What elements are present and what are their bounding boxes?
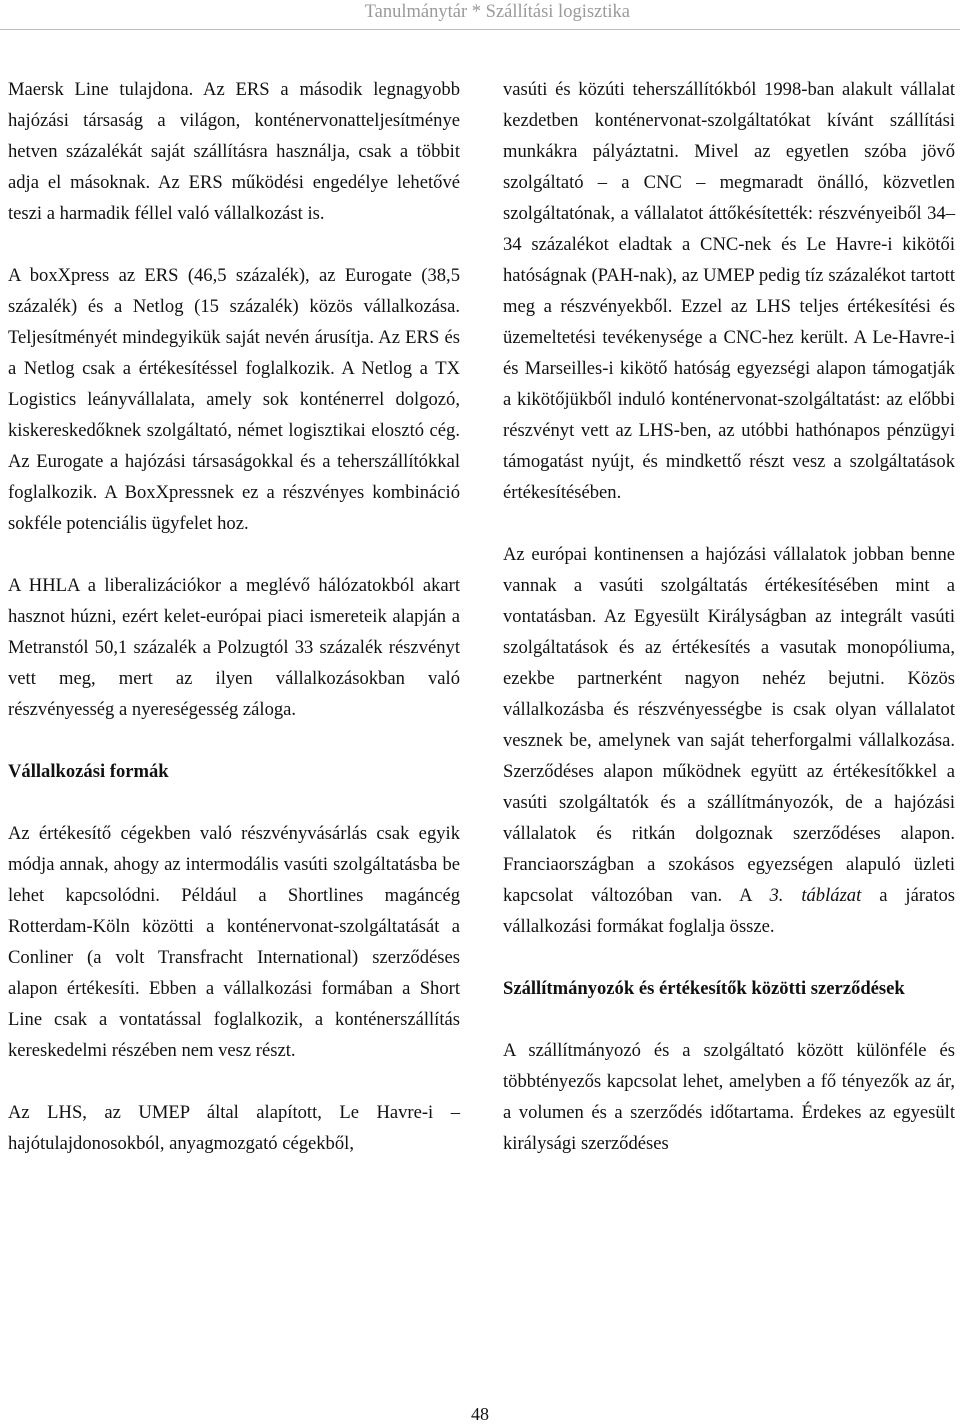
page-header: [0, 0, 960, 30]
left-paragraph-4: Az értékesítő cégekben való részvényvásárlás csak egyik módja annak, ahogy az intermodális vasúti szolgáltatásba be lehet kapcsolódni. Például a Shortlines magáncég Rotterdam-Köln közötti a konténervonat-szolgáltatását a Conliner (a volt Transfracht International) szerződéses alapon értékesíti. Ebben a vállalkozási formában a Short Line csak a vontatással foglalkozik, a konténerszállítás kereskedelmi részében nem vesz részt.: [8, 823, 460, 1061]
left-paragraph-3: A HHLA a liberalizációkor a meglévő hálózatokból akart hasznot húzni, ezért kelet-európai piaci ismereteik alapján a Metranstól 50,1 százalék a Polzugtól 33 százalék részvényt vett meg, mert az ilyen vállalkozásokban való részvényesség a nyereségesség záloga.: [8, 575, 460, 720]
table-reference: 3. táblázat: [769, 885, 862, 906]
section-heading-szerzodesek: Szállítmányozók és értékesítők közötti szerződések: [503, 978, 905, 999]
header-title: Tanulmánytár * Szállítási logisztika: [364, 2, 630, 22]
right-paragraph-2-part-b: a járatos vállalkozási formákat foglalja össze.: [503, 885, 955, 937]
right-paragraph-2-part-a: Az európai kontinensen a hajózási vállalatok jobban benne vannak a vasúti szolgáltatás értékesítésében mint a vontatásban. Az Egyesült Királyságban az integrált vasúti szolgáltatások és az értékesítés a vasutak monopóliuma, ezekbe partnerként nagyon nehéz bejutni. Közös vállalkozásba és részvényességbe is csak olyan vállalatot vesznek be, amelynek van saját teherforgalmi vállalkozása. Szerződéses alapon működnek együtt az értékesítőkkel a vasúti szolgáltatók és a szállítmányozók, de a hajózási vállalatok és ritkán dolgoznak szerződéses alapon. Franciaországban a szokásos egyezségen alapuló üzleti kapcsolat változóban van. A: [503, 544, 955, 906]
left-column: [8, 74, 460, 1159]
right-paragraph-3: A szállítmányozó és a szolgáltató között különféle és többtényezős kapcsolat lehet, amelyben a fő tényezők az ár, a volumen és a szerződés időtartama. Érdekes az egyesült királysági szerződéses: [503, 1040, 955, 1154]
right-paragraph-1: vasúti és közúti teherszállítókból 1998-ban alakult vállalat kezdetben konténervonat-szolgáltatókat kívánt szállítási munkákra pályáztatni. Mivel az egyetlen szóba jövő szolgáltató – a CNC – megmaradt önálló, közvetlen szolgáltatónak, a vállalatot áttőkésítették: részvényeiből 34–34 százalékot eladtak a CNC-nek és Le Havre-i kikötői hatóságnak (PAH-nak), az UMEP pedig tíz százalékot tartott meg a részvényekből. Ezzel az LHS teljes értékesítési és üzemeltetési tevékenysége a CNC-hez került. A Le-Havre-i és Marseilles-i kikötő hatóság egyezségi alapon támogatják a kikötőjükből induló konténervonat-szolgáltatást: az előbbi részvényt vett az LHS-ben, az utóbbi hathónapos pénzügyi támogatást nyújt, és mindkettő részt vesz a szolgáltatások értékesítésében.: [503, 79, 955, 503]
left-paragraph-5: Az LHS, az UMEP által alapított, Le Havre-i – hajótulajdonosokból, anyagmozgató cégekből,: [8, 1102, 460, 1154]
left-paragraph-2: A boxXpress az ERS (46,5 százalék), az Eurogate (38,5 százalék) és a Netlog (15 százalék) közös vállalkozása. Teljesítményét mindegyikük saját nevén árusítja. Az ERS és a Netlog csak a értékesítéssel foglalkozik. A Netlog a TX Logistics leányvállalata, amely sok konténerrel dolgozó, kiskereskedőknek szolgáltató, német logisztikai elosztó cég. Az Eurogate a hajózási társaságokkal és a teherszállítókkal foglalkozik. A BoxXpressnek ez a részvényes kombináció sokféle potenciális ügyfelet hoz.: [8, 265, 460, 534]
section-heading-vallalkozasi-formak: Vállalkozási formák: [8, 761, 169, 782]
page-number: 48: [471, 1404, 489, 1424]
right-column: [503, 74, 955, 1159]
header-divider: [0, 29, 960, 30]
right-paragraph-2: [503, 539, 955, 942]
left-paragraph-1: Maersk Line tulajdona. Az ERS a második legnagyobb hajózási társaság a világon, konténervonatteljesítménye hetven százalékát saját szállításra használja, csak a többit adja el másoknak. Az ERS működési engedélye lehetővé teszi a harmadik féllel való vállalkozást is.: [8, 79, 460, 224]
